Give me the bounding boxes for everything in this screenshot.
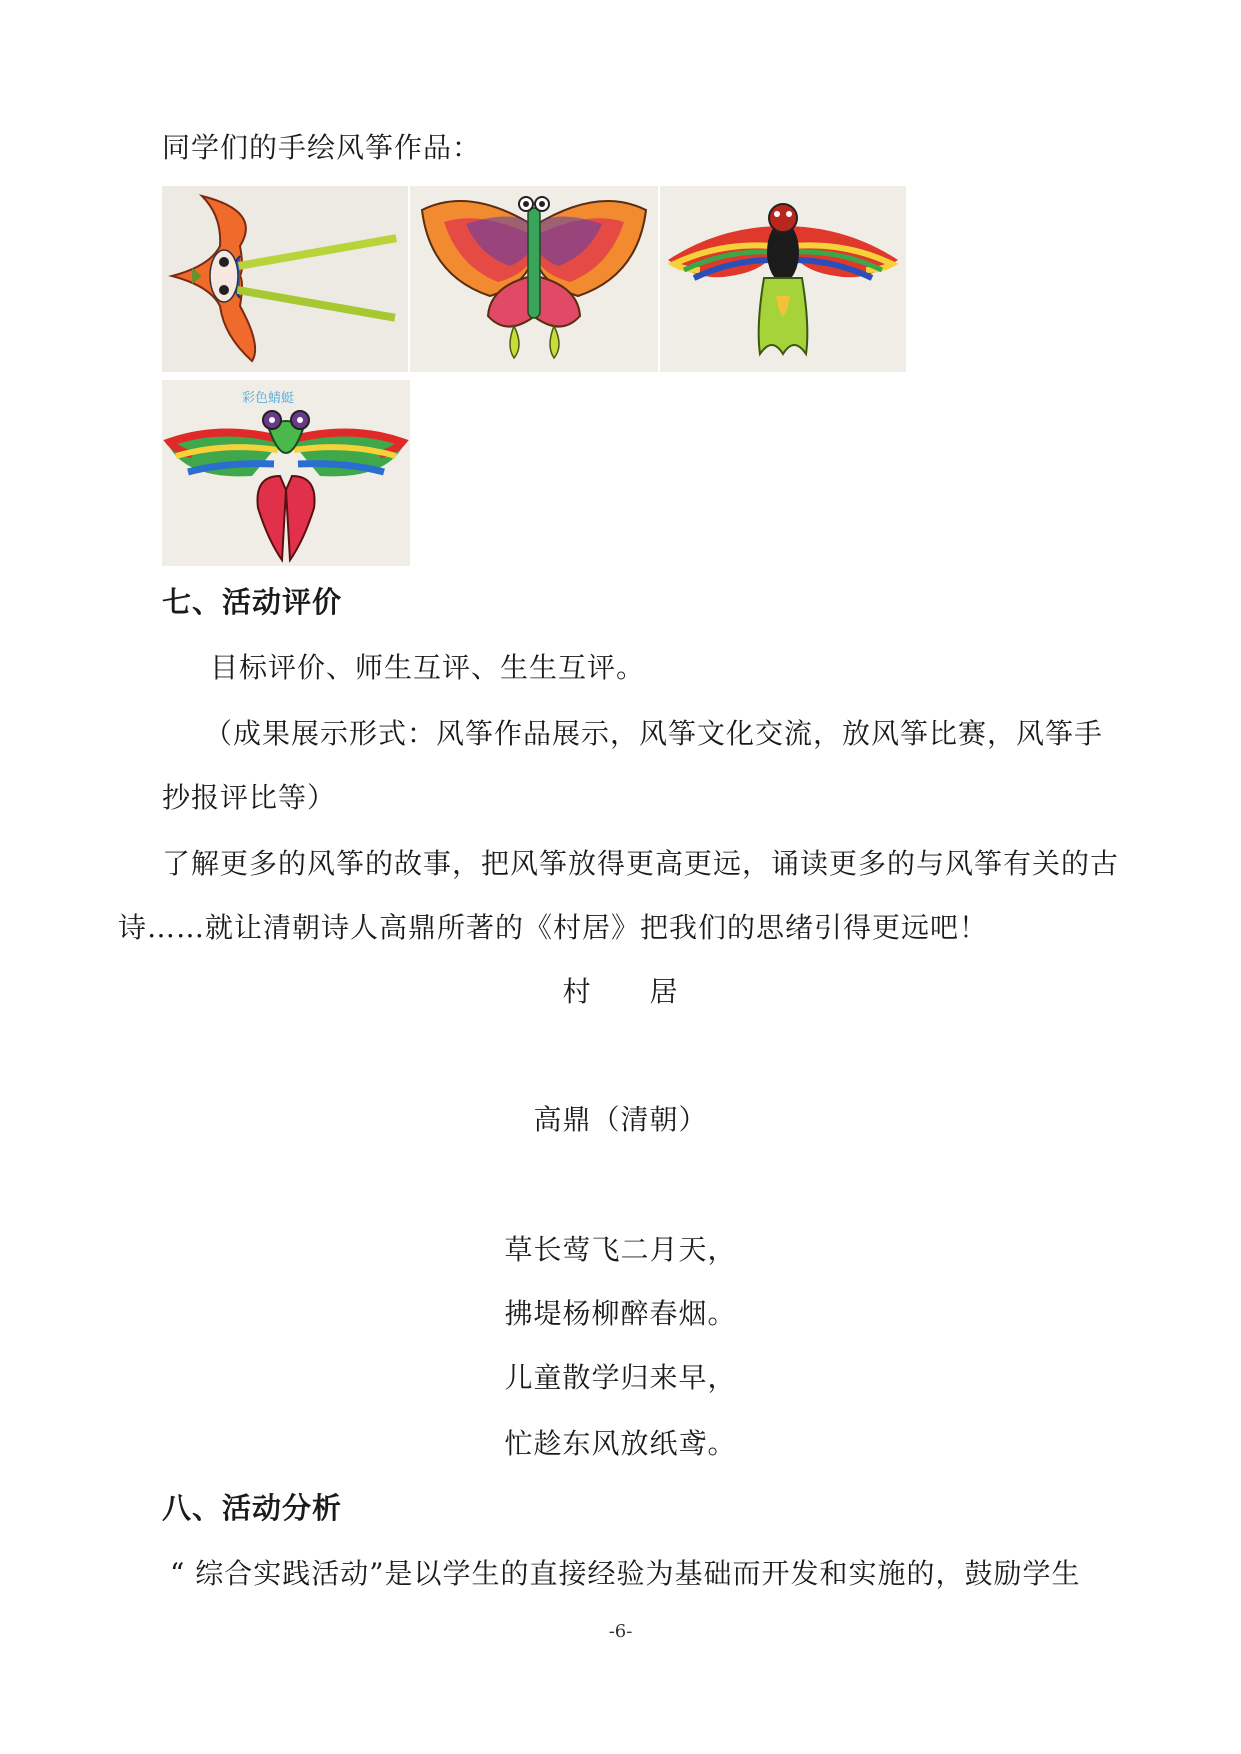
section-7-paragraph-3-line-2: 诗……就让清朝诗人高鼎所著的《村居》把我们的思绪引得更远吧！ [118,911,989,944]
poem-title: 村 居 [562,975,679,1008]
kite-drawing-bat [660,186,906,372]
section-7-heading: 七、活动评价 [162,585,343,619]
kite-gallery-intro: 同学们的手绘风筝作品： [162,131,482,164]
section-7-paragraph-2-line-1: （成果展示形式：风筝作品展示，风筝文化交流，放风筝比赛，风筝手 [204,717,1104,750]
bat-kite-image [660,186,906,372]
kite-drawing-swallow [162,186,408,372]
butterfly-kite-image [410,186,658,372]
poem-line-2: 拂堤杨柳醉春烟。 [504,1297,737,1330]
section-8-heading: 八、活动分析 [162,1491,343,1525]
section-7-paragraph-1: 目标评价、师生互评、生生互评。 [210,651,646,684]
poem-line-4: 忙趁东风放纸鸢。 [504,1427,737,1460]
dragonfly-kite-image [162,380,410,566]
section-7-paragraph-3-line-1: 了解更多的风筝的故事，把风筝放得更高更远，诵读更多的与风筝有关的古 [162,847,1120,880]
poem-line-3: 儿童散学归来早， [504,1361,737,1394]
poem-author: 高鼎（清朝） [533,1103,708,1136]
poem-line-1: 草长莺飞二月天， [504,1233,737,1266]
section-8-paragraph-1-line-1: “ 综合实践活动”是以学生的直接经验为基础而开发和实施的，鼓励学生 [170,1557,1081,1590]
dragonfly-kite-caption: 彩色蜻蜓 [242,391,295,406]
page-number: -6- [608,1621,633,1642]
section-7-paragraph-2-line-2: 抄报评比等） [162,781,337,814]
kite-drawing-butterfly [410,186,658,372]
kite-drawing-dragonfly [162,380,410,566]
swallow-kite-image [162,186,408,372]
